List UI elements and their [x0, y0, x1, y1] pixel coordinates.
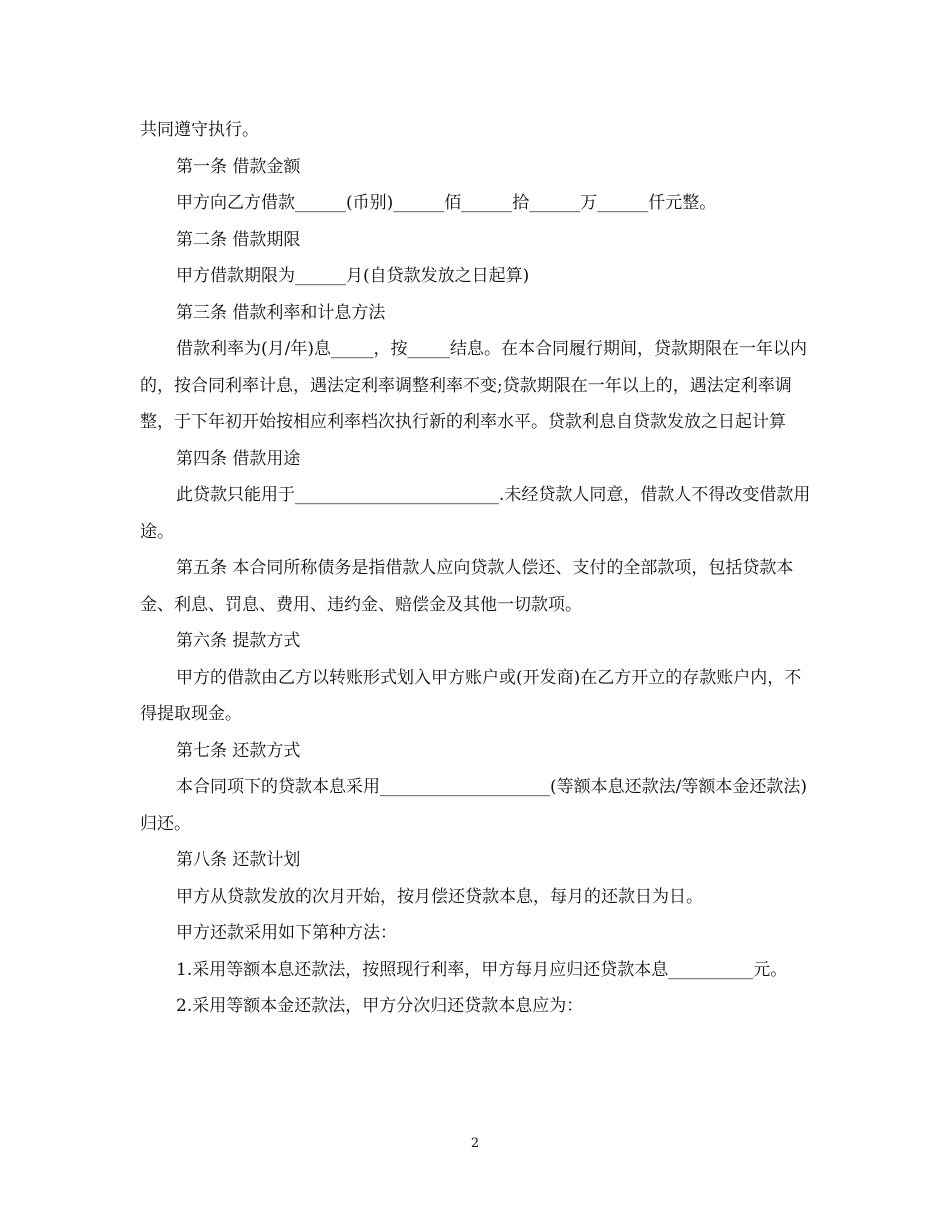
- article-3-heading: 第三条 借款利率和计息方法: [176, 302, 386, 323]
- repayment-option-2: 2.采用等额本金还款法，甲方分次归还贷款本息应为：: [176, 996, 584, 1016]
- article-1-heading: 第一条 借款金额: [176, 156, 301, 177]
- article-4-heading: 第四条 借款用途: [176, 448, 301, 469]
- article-7-heading: 第七条 还款方式: [176, 740, 301, 761]
- page-number: 2: [470, 1136, 480, 1151]
- article-7-text: 本合同项下的贷款本息采用____________________(等额本息还款法/等额本金还款法)归还。: [140, 777, 807, 834]
- paragraph-continuation: 共同遵守执行。: [140, 120, 259, 140]
- article-5-text: 第五条 本合同所称债务是指借款人应向贷款人偿还、支付的全部款项，包括贷款本金、利息、罚息、费用、违约金、赔偿金及其他一切款项。: [140, 558, 794, 615]
- repayment-option-1: 1.采用等额本息还款法，按照现行利率，甲方每月应归还贷款本息__________元。: [176, 959, 788, 980]
- article-6-heading: 第六条 提款方式: [176, 631, 301, 651]
- article-3-text: 借款利率为(月/年)息_____，按_____结息。在本合同履行期间，贷款期限在一年以内的，按合同利率计息，遇法定利率调整利率不变;贷款期限在一年以上的，遇法定利率调整，于下年初开始按相应利率档次执行新的利率水平。贷款利息自贷款发放之日起计算: [140, 339, 807, 432]
- article-1-text: 甲方向乙方借款______(币别)______佰______拾______万______仟元整。: [176, 193, 717, 213]
- repayment-method-intro: 甲方还款采用如下第种方法：: [176, 923, 397, 943]
- article-8-text: 甲方从贷款发放的次月开始，按月偿还贷款本息，每月的还款日为日。: [176, 886, 703, 907]
- article-4-text: 此贷款只能用于________________________.未经贷款人同意，借款人不得改变借款用途。: [140, 485, 811, 542]
- contract-body: [140, 112, 815, 1025]
- article-2-heading: 第二条 借款期限: [176, 229, 301, 250]
- article-6-text: 甲方的借款由乙方以转账形式划入甲方账户或(开发商)在乙方开立的存款账户内，不得提取现金。: [140, 667, 802, 724]
- article-2-text: 甲方借款期限为______月(自贷款发放之日起算): [176, 266, 530, 286]
- article-8-heading: 第八条 还款计划: [176, 850, 301, 870]
